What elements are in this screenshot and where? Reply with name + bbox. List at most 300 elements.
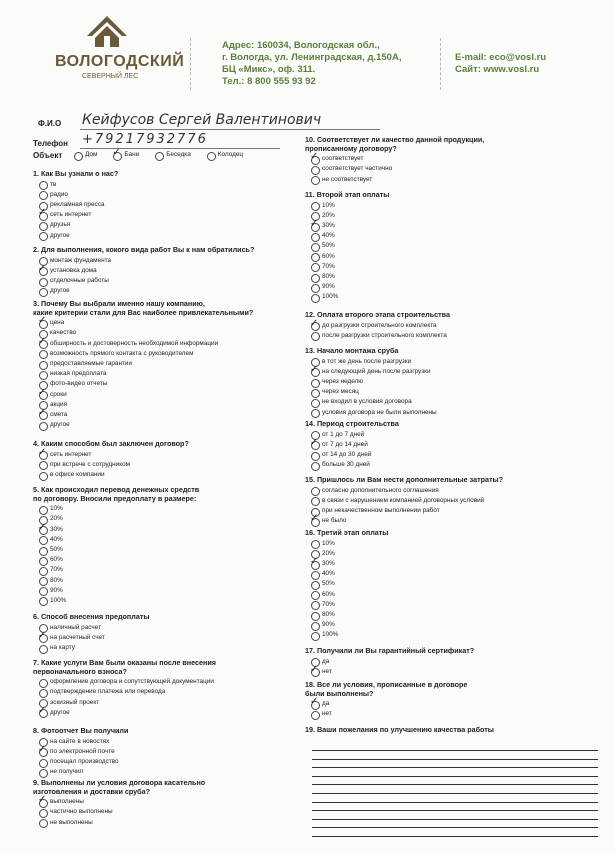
question-title: 13. Начало монтажа сруба — [305, 346, 399, 355]
radio-circle[interactable] — [39, 422, 48, 431]
answer-option[interactable] — [37, 677, 303, 687]
brand-name: ВОЛОГОДСКИЙ — [55, 53, 185, 70]
object-option[interactable] — [153, 150, 191, 160]
address-line: БЦ «Микс», оф. 311. — [222, 64, 316, 75]
answer-option[interactable] — [37, 460, 303, 470]
question-block — [33, 727, 303, 777]
answer-label: 100% — [322, 293, 339, 301]
answer-option[interactable] — [37, 400, 303, 410]
answer-option[interactable] — [37, 315, 303, 328]
answer-label: низкая предоплата — [50, 370, 107, 378]
object-options — [72, 147, 244, 160]
answer-label: 40% — [322, 570, 335, 578]
question-title: 6. Способ внесения предоплаты — [33, 612, 150, 621]
answer-label: сеть интернет — [50, 450, 92, 458]
answer-label: 30% — [50, 525, 63, 533]
answer-label: через месяц — [322, 388, 359, 396]
check-mark-icon: ✓ — [38, 743, 47, 755]
answer-option[interactable] — [309, 630, 575, 640]
answer-label: 80% — [322, 610, 335, 618]
answer-option[interactable] — [309, 600, 575, 610]
phone-handwritten[interactable]: +79217932776 — [82, 132, 208, 147]
site-text: Сайт: www.vosl.ru — [455, 64, 540, 75]
answer-option[interactable] — [309, 460, 575, 470]
answer-option[interactable] — [309, 657, 575, 667]
header-divider — [440, 38, 441, 90]
answer-label: друзья — [50, 221, 71, 229]
answer-label: 30% — [322, 221, 335, 229]
answer-label: 20% — [50, 515, 63, 523]
answer-option[interactable] — [309, 506, 575, 516]
answer-option[interactable] — [309, 377, 575, 387]
answer-label: условия договора не были выполнены — [322, 408, 437, 416]
answer-option[interactable] — [37, 704, 303, 718]
writing-line[interactable] — [312, 776, 598, 777]
logo-icon — [85, 14, 129, 48]
answer-label: другое — [50, 287, 70, 295]
writing-line[interactable] — [312, 836, 598, 837]
answer-option[interactable] — [309, 430, 575, 440]
check-mark-icon: ✓ — [38, 315, 47, 327]
answer-option[interactable] — [309, 555, 575, 569]
answer-option[interactable] — [309, 709, 575, 719]
answer-label: акция — [50, 400, 68, 408]
answer-label: от 1 до 7 дней — [322, 430, 365, 438]
check-mark-icon: ✓ — [38, 446, 47, 458]
answer-option[interactable] — [309, 292, 575, 302]
answer-option[interactable] — [309, 549, 575, 559]
answer-option[interactable] — [309, 357, 575, 367]
question-title: 16. Третий этап оплаты — [305, 528, 389, 537]
question-title: 4. Каким способом был заключен договор? — [33, 439, 189, 448]
radio-circle[interactable] — [39, 597, 48, 606]
answer-option[interactable] — [309, 363, 575, 377]
answer-option[interactable] — [37, 576, 303, 586]
answer-option[interactable] — [37, 328, 303, 338]
answer-option[interactable] — [37, 406, 303, 420]
address-line: Адрес: 160034, Вологодская обл., — [222, 40, 380, 51]
answer-option[interactable] — [309, 175, 575, 185]
radio-circle[interactable] — [39, 472, 48, 481]
answer-label: 20% — [322, 211, 335, 219]
answer-option[interactable] — [309, 620, 575, 630]
answer-label: в офисе компании — [50, 470, 105, 478]
answer-label: 40% — [322, 232, 335, 240]
answer-label: до разгрузки строительного комплекта — [322, 321, 437, 329]
question-block — [33, 440, 303, 480]
answer-label: на сайте в новостях — [50, 737, 110, 745]
radio-circle[interactable] — [39, 769, 48, 778]
answer-option[interactable] — [37, 180, 303, 190]
email-text: E-mail: eco@vosl.ru — [455, 52, 547, 63]
question-title: 12. Оплата второго этапа строительства — [305, 310, 450, 319]
answer-option[interactable] — [37, 276, 303, 286]
question-block — [305, 136, 575, 185]
writing-line[interactable] — [312, 784, 598, 785]
answer-option[interactable] — [309, 513, 575, 526]
answer-label: нет — [322, 667, 332, 675]
answer-label: другое — [50, 708, 70, 716]
answer-label: от 7 до 14 дней — [322, 440, 368, 448]
answer-option[interactable] — [309, 262, 575, 272]
answer-option[interactable] — [37, 535, 303, 545]
answer-label: 20% — [322, 549, 335, 557]
check-mark-icon: ✓ — [310, 513, 319, 525]
answer-option[interactable] — [37, 446, 303, 460]
answer-label: монтаж фундамента — [50, 256, 112, 264]
check-mark-icon: ✓ — [38, 794, 47, 806]
answer-label: 10% — [322, 201, 335, 209]
answer-label: в связи с нарушением компанией договорных условий — [322, 496, 485, 504]
answer-label: другое — [50, 421, 70, 429]
answer-option[interactable] — [37, 586, 303, 596]
answer-option[interactable] — [309, 151, 575, 164]
answer-option[interactable] — [37, 767, 303, 777]
answer-label: сроки — [50, 390, 67, 398]
check-mark-icon: ✓ — [38, 629, 47, 641]
check-mark-icon: ✓ — [38, 521, 47, 533]
question-block — [305, 476, 575, 526]
question-title: 3. Почему Вы выбрали именно нашу компанию, какие критерии стали для Вас наиболее привлекательными? — [33, 299, 254, 317]
answer-label: при встрече с сотрудником — [50, 460, 131, 468]
radio-circle[interactable] — [155, 152, 164, 161]
answer-label: да — [322, 700, 330, 708]
question-title: 19. Ваши пожелания по улучшению качества работы — [305, 725, 494, 734]
object-option[interactable] — [111, 147, 140, 160]
answer-label: смета — [50, 410, 68, 418]
answer-label: 70% — [322, 262, 335, 270]
answer-label: обширность и достоверность необходимой информации — [50, 339, 219, 347]
answer-option[interactable] — [37, 818, 303, 828]
answer-label: 100% — [322, 631, 339, 639]
answer-option[interactable] — [309, 579, 575, 589]
answer-option[interactable] — [37, 369, 303, 379]
question-title: 15. Пришлось ли Вам нести дополнительные затраты? — [305, 475, 504, 484]
address-line: г. Вологда, ул. Ленинградская, д.150А, — [222, 52, 402, 63]
object-option-label: Бани — [124, 151, 140, 158]
radio-circle[interactable] — [39, 819, 48, 828]
answer-label: 50% — [322, 242, 335, 250]
answer-option[interactable] — [309, 241, 575, 251]
answer-label: 10% — [322, 539, 335, 547]
radio-circle[interactable] — [311, 294, 320, 303]
question-block — [33, 246, 303, 296]
question-block — [305, 647, 575, 677]
header-divider — [190, 38, 191, 90]
answer-option[interactable] — [37, 565, 303, 575]
answer-label: качество — [50, 329, 77, 337]
check-mark-icon: ✓ — [38, 262, 47, 274]
radio-circle[interactable] — [311, 176, 320, 185]
answer-label: выполнены — [50, 798, 84, 806]
answer-label: соответствует — [322, 155, 364, 163]
answer-option[interactable] — [37, 349, 303, 359]
question-block — [33, 300, 303, 430]
answer-option[interactable] — [309, 252, 575, 262]
question-title: 17. Получили ли Вы гарантийный сертификат? — [305, 646, 475, 655]
question-block — [305, 311, 575, 341]
object-option[interactable] — [205, 150, 243, 160]
question-block — [33, 779, 303, 828]
question-block — [305, 681, 575, 720]
answer-label: 90% — [322, 283, 335, 291]
radio-circle[interactable] — [311, 632, 320, 641]
brand-subtitle: СЕВЕРНЫЙ ЛЕС — [82, 73, 139, 80]
radio-circle[interactable] — [311, 711, 320, 720]
radio-circle[interactable] — [39, 645, 48, 654]
answer-label: эскизный проект — [50, 698, 100, 706]
answer-label: по электронной почте — [50, 747, 115, 755]
answer-option[interactable] — [309, 282, 575, 292]
question-block — [33, 613, 303, 653]
question-title: 9. Выполнены ли условия договора касательно изготовления и доставки сруба? — [33, 778, 206, 796]
answer-label: при некачественном выполнении работ — [322, 506, 440, 514]
answer-option[interactable] — [309, 387, 575, 397]
phone-underline — [80, 148, 280, 149]
answer-option[interactable] — [309, 317, 575, 331]
radio-circle[interactable] — [311, 462, 320, 471]
answer-label: да — [322, 657, 330, 665]
answer-option[interactable] — [309, 397, 575, 407]
question-block — [33, 659, 303, 718]
check-mark-icon: ✓ — [310, 436, 319, 448]
answer-option[interactable] — [37, 737, 303, 747]
radio-circle[interactable] — [39, 232, 48, 241]
answer-label: 50% — [322, 580, 335, 588]
check-mark-icon: ✓ — [310, 363, 319, 375]
answer-label: фото-видео отчеты — [50, 380, 108, 388]
answer-label: предоставляемые гарантии — [50, 359, 133, 367]
question-title: 1. Как Вы узнали о нас? — [33, 169, 119, 178]
question-title: 11. Второй этап оплаты — [305, 190, 390, 199]
answer-option[interactable] — [309, 569, 575, 579]
answer-option[interactable] — [309, 217, 575, 231]
answer-label: 90% — [50, 586, 63, 594]
writing-line[interactable] — [312, 810, 598, 811]
answer-option[interactable] — [37, 504, 303, 514]
radio-circle[interactable] — [311, 409, 320, 418]
check-mark-icon: ✓ — [310, 555, 319, 567]
phone-label: Телефон — [33, 139, 68, 148]
writing-line[interactable] — [312, 819, 598, 820]
answer-label: на карту — [50, 643, 75, 651]
check-mark-icon: ✓ — [38, 207, 47, 219]
question-block — [305, 191, 575, 302]
writing-line[interactable] — [312, 802, 598, 803]
answer-option[interactable] — [37, 190, 303, 200]
check-mark-icon: ✓ — [38, 386, 47, 398]
question-title: 14. Период строительства — [305, 419, 399, 428]
answer-option[interactable] — [309, 486, 575, 496]
answer-label: цена — [50, 319, 65, 327]
answer-option[interactable] — [37, 220, 303, 230]
answer-option[interactable] — [37, 207, 303, 220]
answer-option[interactable] — [37, 335, 303, 349]
answer-label: оформление договора и сопутствующей документации — [50, 678, 214, 686]
answer-option[interactable] — [37, 386, 303, 400]
writing-line[interactable] — [312, 767, 598, 768]
answer-label: 60% — [322, 590, 335, 598]
object-option-label: Колодец — [217, 151, 244, 158]
answer-label: сеть интернет — [50, 211, 92, 219]
answer-label: соответствует частично — [322, 165, 393, 173]
answer-label: от 14 до 30 дней — [322, 450, 372, 458]
phone-line: Тел.: 8 800 555 93 92 — [222, 76, 316, 87]
question-title: 18. Все ли условия, прописанные в договоре были выполнены? — [305, 680, 468, 698]
radio-circle[interactable] — [39, 288, 48, 297]
question-block — [305, 347, 575, 418]
writing-line[interactable] — [312, 793, 598, 794]
answer-option[interactable] — [37, 521, 303, 535]
answer-label: 70% — [50, 566, 63, 574]
check-mark-icon: ✓ — [310, 696, 319, 708]
answer-option[interactable] — [309, 164, 575, 174]
question-block — [305, 726, 575, 736]
fio-handwritten[interactable]: Кейфусов Сергей Валентинович — [82, 112, 322, 128]
answer-label: другое — [50, 231, 70, 239]
answer-option[interactable] — [37, 596, 303, 606]
writing-line[interactable] — [312, 759, 598, 760]
question-block — [33, 170, 303, 241]
check-mark-icon: ✓ — [310, 151, 319, 163]
answer-label: установка дома — [50, 266, 97, 274]
answer-label: на следующий день после разгрузки — [322, 367, 431, 375]
answer-label: нет — [322, 710, 332, 718]
check-mark-icon: ✓ — [310, 217, 319, 229]
answer-label: не было — [322, 517, 347, 525]
answer-option[interactable] — [37, 262, 303, 276]
question-block — [33, 486, 303, 606]
object-option-label: Дом — [85, 151, 98, 158]
answer-option[interactable] — [37, 286, 303, 296]
answer-label: 90% — [322, 621, 335, 629]
answer-label: 80% — [50, 576, 63, 584]
radio-circle[interactable] — [207, 152, 216, 161]
radio-circle[interactable] — [74, 152, 83, 161]
answer-option[interactable] — [309, 539, 575, 549]
check-mark-icon: ✓ — [38, 406, 47, 418]
answer-option[interactable] — [37, 555, 303, 565]
answer-option[interactable] — [309, 436, 575, 450]
answer-label: 30% — [322, 559, 335, 567]
answer-option[interactable] — [37, 200, 303, 210]
answer-label: 60% — [50, 556, 63, 564]
answer-label: 100% — [50, 596, 67, 604]
answer-label: рекламная пресса — [50, 200, 105, 208]
answer-label: отделочные работы — [50, 276, 109, 284]
answer-option[interactable] — [309, 211, 575, 221]
contact-block — [455, 52, 546, 76]
writing-line[interactable] — [312, 750, 598, 751]
answer-option[interactable] — [37, 794, 303, 807]
answer-label: радио — [50, 190, 68, 198]
answer-option[interactable] — [37, 698, 303, 708]
answer-label: 60% — [322, 252, 335, 260]
question-block — [305, 420, 575, 470]
answer-option[interactable] — [309, 408, 575, 418]
radio-circle[interactable] — [311, 332, 320, 341]
answer-option[interactable] — [309, 590, 575, 600]
question-title: 2. Для выполнения, кокого вида работ Вы к нам обратились? — [33, 245, 255, 254]
answer-option[interactable] — [309, 450, 575, 460]
check-mark-icon: ✓ — [310, 663, 319, 675]
answer-option[interactable] — [37, 359, 303, 369]
answer-option[interactable] — [309, 663, 575, 677]
answer-option[interactable] — [37, 757, 303, 767]
answer-label: наличный расчет — [50, 623, 102, 631]
answer-label: больше 30 дней — [322, 461, 370, 469]
answer-option[interactable] — [309, 610, 575, 620]
answer-label: через неделю — [322, 377, 364, 385]
check-mark-icon: ✓ — [38, 704, 47, 716]
answer-option[interactable] — [309, 231, 575, 241]
answer-label: 40% — [50, 535, 63, 543]
question-title: 10. Соответствует ли качество данной продукции, прописанному договору? — [305, 135, 485, 153]
answer-option[interactable] — [309, 696, 575, 709]
answer-option[interactable] — [309, 331, 575, 341]
answer-option[interactable] — [37, 231, 303, 241]
answer-label: 70% — [322, 600, 335, 608]
answer-label: на расчетный счет — [50, 633, 105, 641]
answer-label: после разгрузки строительного комплекта — [322, 331, 447, 339]
answer-option[interactable] — [37, 807, 303, 817]
answer-option[interactable] — [37, 629, 303, 643]
answer-label: тв — [50, 180, 57, 188]
answer-label: посещал производство — [50, 757, 119, 765]
answer-option[interactable] — [37, 470, 303, 480]
answer-label: не соответствует — [322, 175, 373, 183]
answer-option[interactable] — [37, 514, 303, 524]
answer-label: не входил в условия договора — [322, 398, 412, 406]
object-option-label: Беседка — [166, 151, 191, 158]
answer-option[interactable] — [37, 256, 303, 266]
answer-option[interactable] — [37, 545, 303, 555]
answer-option[interactable] — [37, 623, 303, 633]
answer-option[interactable] — [37, 643, 303, 653]
answer-label: 10% — [50, 505, 63, 513]
check-mark-icon: ✓ — [38, 335, 47, 347]
answer-label: возможность прямого контакта с руководителем — [50, 349, 194, 357]
answer-option[interactable] — [309, 201, 575, 211]
object-label: Объект — [33, 151, 63, 160]
address-block — [222, 40, 401, 88]
answer-option[interactable] — [37, 379, 303, 389]
answer-label: подтверждение платежа или перевода — [50, 688, 166, 696]
object-option[interactable] — [72, 150, 97, 160]
answer-label: не выполнены — [50, 818, 93, 826]
question-block — [305, 529, 575, 640]
question-title: 7. Какие услуги Вам были оказаны после внесения первоначального взноса? — [33, 658, 216, 676]
question-title: 5. Как происходил перевод денежных средств по договору. Вносили предоплату в размере: — [33, 485, 200, 503]
answer-label: 80% — [322, 272, 335, 280]
check-mark-icon: ✓ — [112, 147, 121, 158]
question-title: 8. Фотоотчет Вы получили — [33, 726, 129, 735]
answer-option[interactable] — [37, 743, 303, 757]
answer-label: не получил — [50, 768, 84, 776]
fio-underline — [80, 129, 380, 130]
answer-option[interactable] — [37, 420, 303, 430]
answer-label: 50% — [50, 545, 63, 553]
fio-label: Ф.И.О — [38, 119, 62, 128]
answer-label: согласно дополнительного соглашения — [322, 486, 439, 494]
answer-label: в тот же день после разгрузки — [322, 357, 412, 365]
answer-label: частично выполнены — [50, 808, 113, 816]
answer-option[interactable] — [309, 496, 575, 506]
answer-option[interactable] — [37, 687, 303, 697]
answer-option[interactable] — [309, 272, 575, 282]
check-mark-icon: ✓ — [310, 317, 319, 329]
writing-line[interactable] — [312, 827, 598, 828]
